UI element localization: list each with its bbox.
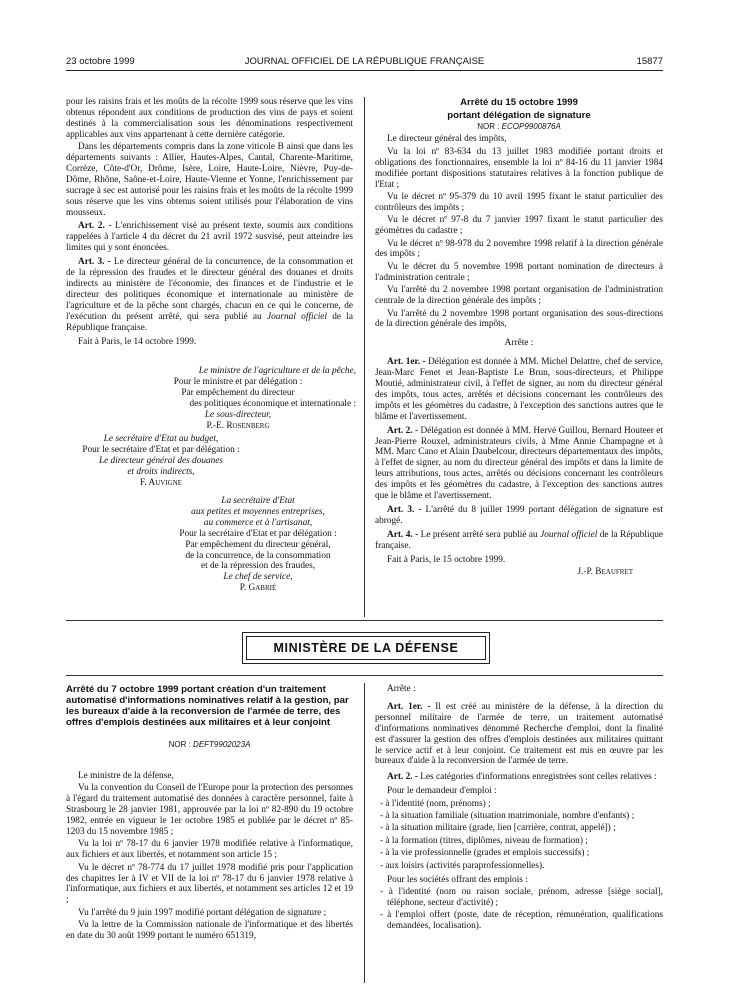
- header-rule: [66, 70, 663, 71]
- signatory-title: Le chef de service,: [223, 572, 293, 583]
- article-text: Le présent arrêté sera publié au: [418, 529, 541, 540]
- article-text: Il est créé au ministère de la défense, à la direction du personnel militaire de l'armée de terre, un traitement automatisé d'informations nominatives dénommé Recherche d'emploi, dont la finalité est d'assurer la gestion des offres d'emplois destinées aux militaires quittant le service actif et à leur conjoint. Ce traitement est mis en œuvre par les bureaux d'aide à la reconversion de l'armée de terre.: [375, 701, 663, 767]
- list-item: - à l'emploi offert (poste, date de réception, rémunération, qualifications demandées, localisation).: [380, 910, 663, 932]
- left-top-column: [66, 97, 353, 349]
- visa: Vu la convention du Conseil de l'Europe pour la protection des personnes à l'égard du traitement automatisé des données à caractère personnel, faite à Strasbourg le 28 janvier 1981, approuvée par la loi nº 82-890 du 19 octobre 1982, entrée en vigueur le 1er octobre 1985 et publiée par le décret nº 85-1203 du 15 novembre 1985 ;: [66, 783, 353, 837]
- visa: Vu la loi nº 83-634 du 13 juillet 1983 modifiée portant droits et obligations des fonctionnaires, ensemble la loi nº 84-16 du 11 janvier 1984 modifiée portant dispositions statutaires relatives à la fonction publique de l'Etat ;: [375, 146, 663, 190]
- article-1: [375, 357, 663, 422]
- signature-line: de la concurrence, de la consommation: [185, 550, 331, 561]
- article-text: Délégation est donnée à MM. Hervé Guillou, Bernard Houteer et Jean-Pierre Rouxel, administrateurs civils, à Mme Annie Champagne et à MM. Marc Cano et Alain Daubelcour, directeurs départementaux des impôts, à l'effet de signer, au nom du directeur général des impôts et dans la limite de leurs attributions, tous actes, arrêtés ou décisions concernant les contrôleurs des impôts et les géomètres du cadastre, à l'exception des sanctions autres que le blâme et l'avertissement.: [375, 425, 663, 502]
- visa: Vu la loi nº 78-17 du 6 janvier 1978 modifiée relative à l'informatique, aux fichiers et aux libertés, et notamment son article 15 ;: [66, 839, 353, 861]
- arrete-heading: Arrête :: [387, 684, 416, 694]
- signature-line: des politiques économique et internationale :: [189, 398, 356, 409]
- list-item: - à la formation (titres, diplômes, niveau de formation) ;: [380, 835, 588, 846]
- signatory-title: Le secrétaire d'Etat au budget,: [103, 434, 219, 444]
- list-item: - aux loisirs (activités paraprofessionnelles).: [380, 860, 545, 871]
- article-2: [375, 772, 663, 783]
- nor-code: DEFT9902023A: [193, 740, 251, 749]
- category-list-societes: [375, 887, 663, 932]
- article-2: [375, 426, 663, 502]
- nor-reference: [66, 740, 353, 751]
- visa: Vu l'arrêté du 2 novembre 1998 portant organisation des sous-directions de la direction générale des impôts,: [375, 308, 663, 330]
- signatory-title: Le ministre de l'agriculture et de la pêche,: [198, 366, 356, 376]
- signature-line: Par empêchement du directeur: [181, 387, 295, 398]
- ministry-banner-title: MINISTÈRE DE LA DÉFENSE: [246, 636, 486, 660]
- signature-line: Pour la secrétaire d'Etat et par délégation :: [179, 528, 337, 539]
- left-bottom-column: [66, 684, 353, 944]
- list-item: - à la situation familiale (situation matrimoniale, nombre d'enfants) ;: [380, 811, 635, 822]
- decree-title: Arrêté du 15 octobre 1999: [460, 97, 578, 108]
- article-3: [375, 505, 663, 527]
- nor-code: ECOP9900876A: [501, 122, 561, 131]
- list-item: - à l'identité (nom ou raison sociale, prénom, adresse [siège social], téléphone, secteur d'activité) ;: [380, 887, 663, 908]
- list-item: - à la situation militaire (grade, lien [carrière, contrat, appelé]) ;: [380, 823, 616, 834]
- right-bottom-column: [375, 684, 663, 934]
- visa: Vu l'arrêté du 2 novembre 1998 portant organisation de l'administration centrale de la direction générale des impôts ;: [375, 285, 663, 307]
- ministry-banner: [242, 632, 490, 664]
- visa: Vu le décret nº 95-379 du 10 avril 1995 fixant le statut particulier des contrôleurs des impôts ;: [375, 191, 663, 213]
- article-3: [66, 257, 353, 333]
- signatory-title: Le sous-directeur,: [204, 409, 272, 420]
- article-label: Art. 2. -: [78, 221, 112, 232]
- section-separator: [66, 675, 663, 676]
- article-text: Les catégories d'informations enregistrées sont celles relatives :: [417, 772, 657, 783]
- visa: Vu le décret nº 98-978 du 2 novembre 1998 relatif à la direction générale des impôts ;: [375, 238, 663, 260]
- right-top-column: [375, 97, 663, 579]
- category-list-demandeur: [375, 799, 663, 872]
- list-heading: Pour les sociétés offrant des emplois :: [387, 874, 528, 885]
- signatory-title: La secrétaire d'Etat: [221, 496, 295, 506]
- nor-reference: [375, 122, 663, 133]
- article-text: Le directeur général de la concurrence, de la consommation et de la répression des fraudes et le directeur général des douanes et droits indirects au ministère de l'économie, des finances et de l'industrie et le directeur des politiques économique et internationale au ministère de l'agriculture et de la pêche sont chargés, chacun en ce qui le concerne, de l'exécution du présent arrêté, qui sera publié au: [66, 257, 353, 322]
- signature-block-agriculture: [120, 366, 356, 431]
- article-label: Art. 3. -: [78, 257, 111, 268]
- visa: Le directeur général des impôts,: [387, 134, 507, 145]
- signatory-name: P.-E. Rosenberg: [206, 420, 270, 431]
- visa: Vu le décret du 5 novembre 1998 portant nomination de directeurs à l'administration centrale ;: [375, 261, 663, 283]
- signature-line: Par empêchement du directeur général,: [185, 539, 331, 550]
- article-text: de la République française.: [375, 529, 663, 551]
- column-divider: [364, 97, 365, 617]
- list-item: - à la vie professionnelle (grades et emplois successifs) ;: [380, 848, 590, 859]
- signatory-name: J.-P. Beaufret: [577, 567, 633, 578]
- signature-line: Pour le ministre et par délégation :: [173, 376, 303, 387]
- journal-officiel-ref: Journal officiel: [540, 529, 598, 540]
- article-text: de la République française.: [66, 311, 353, 333]
- fait-a-paris: Fait à Paris, le 15 octobre 1999.: [387, 554, 506, 565]
- article-text: L'enrichissement visé au présent texte, soumis aux conditions rappelées à l'article 4 du décret du 21 avril 1972 susvisé, peut atteindre les limites qui y sont énoncées.: [66, 221, 353, 254]
- article-label: Art. 3. -: [387, 505, 422, 515]
- article-label: Art. 4. -: [387, 529, 419, 540]
- visa: Vu le décret nº 78-774 du 17 juillet 1978 modifié pris pour l'application des chapitres Ier à IV et VII de la loi nº 78-17 du 6 janvier 1978 relative à l'informatique, aux fichiers et aux libertés, et notamment ses articles 12 et 19 ;: [66, 862, 353, 906]
- header-date: 23 octobre 1999: [66, 56, 135, 67]
- paragraph: pour les raisins frais et les moûts de la récolte 1999 sous réserve que les vins obtenus répondent aux conditions de production des vins de pays et soient destinés à la commercialisation sous les dénominations respectivement applicables aux vins appartenant à cette dernière catégorie.: [66, 97, 353, 140]
- signatory-title: aux petites et moyennes entreprises,: [191, 506, 325, 517]
- signatory-name: F. Auvigne: [139, 477, 183, 488]
- article-label: Art. 2. -: [387, 772, 418, 783]
- visa: Vu la lettre de la Commission nationale de l'informatique et des libertés en date du 30 août 1999 portant le numéro 651319,: [66, 920, 353, 942]
- nor-label: NOR :: [168, 740, 191, 749]
- header-page-number: 15877: [636, 56, 663, 67]
- signatory-title: au commerce et à l'artisanat,: [203, 517, 313, 528]
- signatory-title: et droits indirects,: [127, 466, 195, 477]
- visa: Le ministre de la défense,: [78, 770, 174, 781]
- decree-subtitle: portant délégation de signature: [447, 109, 591, 121]
- article-1: [375, 702, 663, 767]
- signature-block-budget: [66, 434, 256, 489]
- list-heading: Pour le demandeur d'emploi :: [387, 786, 497, 797]
- visa: Vu le décret nº 97-8 du 7 janvier 1997 fixant le statut particulier des géomètres du cadastre ;: [375, 215, 663, 237]
- signatory-name: P. Gabrié: [239, 583, 277, 594]
- fait-a-paris: Fait à Paris, le 14 octobre 1999.: [78, 336, 197, 347]
- nor-label: NOR :: [477, 122, 500, 131]
- article-4: [375, 530, 663, 552]
- article-text: L'arrêté du 8 juillet 1999 portant délégation de signature est abrogé.: [375, 505, 663, 526]
- paragraph: Dans les départements compris dans la zone viticole B ainsi que dans les départements suivants : Allier, Hautes-Alpes, Cantal, Charente-Maritime, Corrèze, Côte-d'Or, Drôme, Isère, Loire, Haute-Loire, Nièvre, Puy-de-Dôme, Rhône, Saône-et-Loire, Haute-Vienne et Yonne, l'enrichissement par sucrage à sec est autorisé pour les raisins frais et les moûts de la récolte 1999 sous réserve que les vins obtenus soient utilisés pour l'élaboration de vins mousseux.: [66, 142, 353, 218]
- journal-officiel-ref: Journal officiel: [266, 311, 327, 322]
- article-2: [66, 221, 353, 254]
- decree-title: Arrêté du 7 octobre 1999 portant création d'un traitement automatisé d'informations nominatives relatif à la gestion, par les bureaux d'aide à la reconversion de l'armée de terre, des offres d'emplois destinées aux militaires et à leur conjoint: [66, 684, 349, 728]
- article-label: Art. 1er. -: [387, 701, 431, 712]
- article-label: Art. 1er. -: [387, 357, 426, 368]
- article-label: Art. 2. -: [387, 425, 419, 436]
- arrete-heading: Arrête :: [504, 338, 534, 349]
- list-item: - à l'identité (nom, prénoms) ;: [380, 798, 491, 809]
- section-separator: [66, 620, 663, 621]
- header-journal-title: JOURNAL OFFICIEL DE LA RÉPUBLIQUE FRANÇAISE: [244, 56, 485, 67]
- column-divider: [364, 683, 365, 983]
- signature-block-commerce: [160, 496, 356, 594]
- signature-line: et de la répression des fraudes,: [200, 561, 316, 572]
- signature-line: Pour le secrétaire d'Etat et par délégation :: [82, 444, 240, 455]
- visa: Vu l'arrêté du 9 juin 1997 modifié portant délégation de signature ;: [78, 907, 327, 918]
- signatory-title: Le directeur général des douanes: [98, 455, 224, 466]
- article-text: Délégation est donnée à MM. Michel Delattre, chef de service, Jean-Marc Fenet et Jean-Baptiste Le Brun, sous-directeurs, et Philippe Moutié, administrateur civil, à l'effet de signer, au nom du directeur général des impôts, tous actes, arrêtés et décisions concernant les contrôleurs des impôts et les géomètres du cadastre, à l'exception des sanctions autres que le blâme et l'avertissement.: [375, 357, 663, 422]
